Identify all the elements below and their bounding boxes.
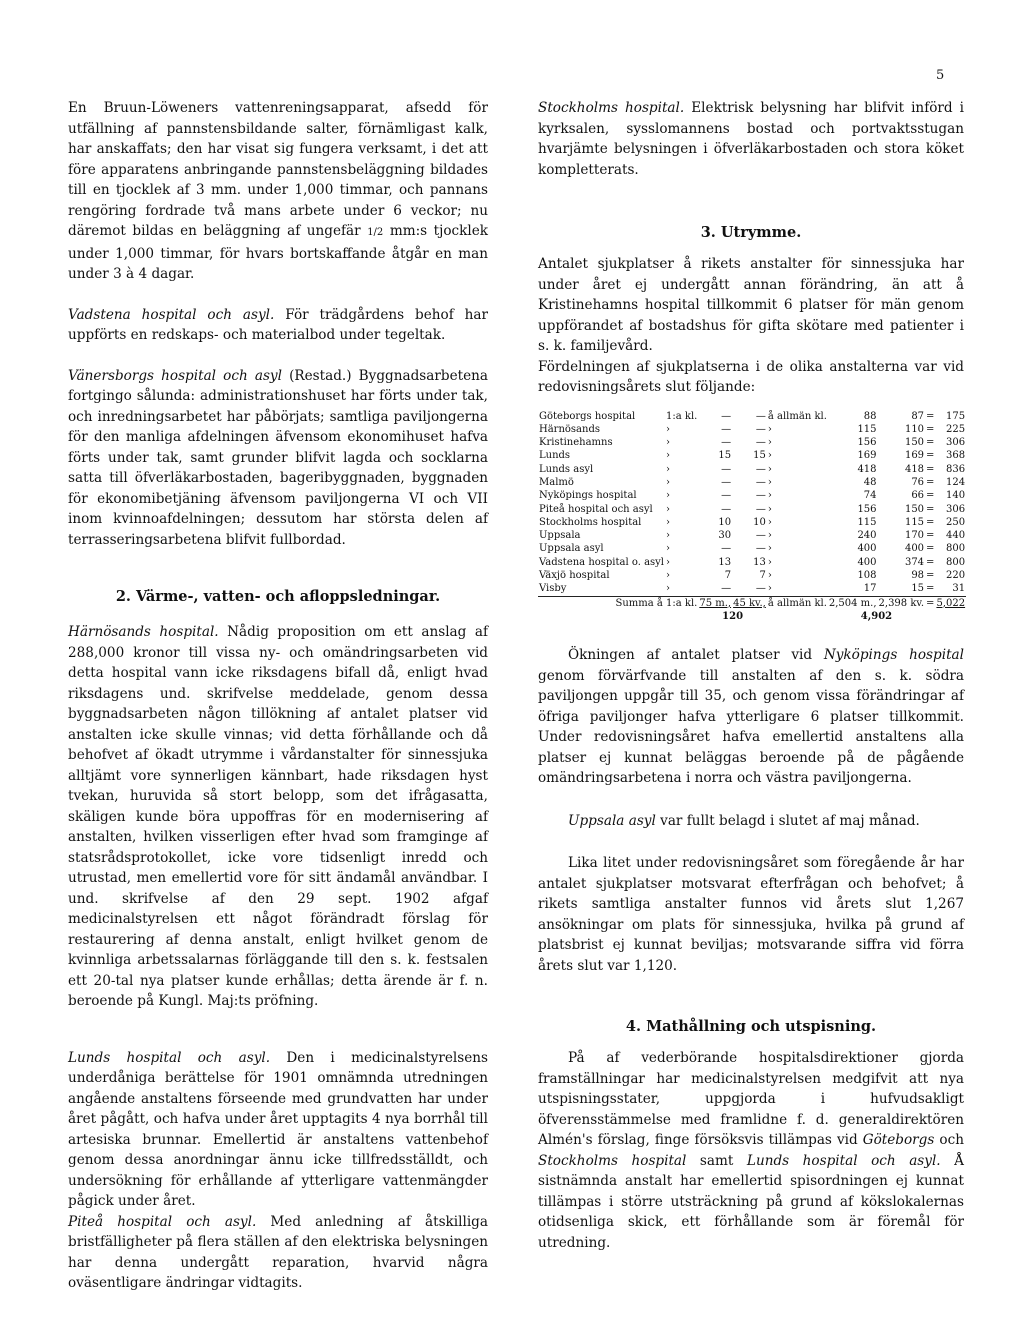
- men-count-cell: 156: [857, 437, 877, 449]
- class-cell: 1:a kl.: [666, 410, 698, 422]
- first-class-women-cell: —: [755, 410, 766, 422]
- table-row: [538, 489, 966, 502]
- equals-cell: =: [926, 410, 935, 422]
- men-count-cell: 74: [863, 490, 877, 502]
- institution-cell: Stockholms hospital: [539, 516, 642, 528]
- equals-cell: =: [926, 556, 935, 568]
- first-class-women-cell: —: [755, 463, 766, 475]
- first-class-men-cell: 30: [718, 530, 732, 542]
- sum-allm: å allmän kl.: [767, 597, 827, 609]
- first-class-women-cell: 13: [753, 556, 766, 568]
- institution-name: Göteborgs: [862, 1132, 935, 1149]
- sum-label: Summa å 1:a kl.: [538, 596, 698, 610]
- paragraph-water-apparatus: [68, 98, 488, 285]
- class-cell: ›: [666, 476, 671, 488]
- first-class-women-cell: —: [755, 543, 766, 555]
- paragraph-lund: [68, 1048, 488, 1212]
- equals-cell: =: [926, 463, 935, 475]
- equals-cell: =: [926, 570, 935, 582]
- table-row: [538, 569, 966, 582]
- institution-cell: Växjö hospital: [539, 570, 610, 582]
- men-count-cell: 156: [857, 503, 877, 515]
- women-count-cell: 110: [904, 423, 925, 435]
- section-title: Lunds hospital och asyl.: [68, 1049, 271, 1066]
- equals-cell: =: [926, 437, 935, 449]
- women-count-cell: 374: [904, 556, 925, 568]
- class-cell: ›: [666, 530, 671, 542]
- first-class-women-cell: —: [755, 490, 766, 502]
- men-count-cell: 115: [857, 423, 877, 435]
- women-count-cell: 15: [911, 583, 925, 595]
- sum-total: 5,022: [936, 597, 966, 609]
- class-cell: ›: [666, 570, 671, 582]
- paragraph-text: och: [934, 1132, 964, 1149]
- institution-cell: Vadstena hospital o. asyl: [539, 556, 665, 568]
- general-class-cell: ›: [767, 437, 772, 449]
- institution-name: Stockholms hospital: [538, 1152, 687, 1169]
- class-cell: ›: [666, 583, 671, 595]
- paragraph-stockholm: [538, 98, 964, 180]
- general-class-cell: ›: [767, 490, 772, 502]
- first-class-women-cell: —: [755, 476, 766, 488]
- institution-cell: Göteborgs hospital: [539, 410, 636, 422]
- women-count-cell: 150: [904, 503, 925, 515]
- women-count-cell: 150: [904, 437, 925, 449]
- table-row: [538, 556, 966, 569]
- equals-cell: =: [926, 530, 935, 542]
- general-class-cell: ›: [767, 476, 772, 488]
- section-title: Härnösands hospital.: [68, 624, 219, 640]
- paragraph-text: Å sistnämnda anstalt har emellertid spisordningen ej kunnat tillämpas i större utsträckning på grund af kökslokalernas otidsenliga skick, ett förhållande som är föremål för utredning.: [538, 1152, 965, 1251]
- table-row: [538, 542, 966, 555]
- first-class-men-cell: —: [721, 463, 732, 475]
- paragraph-text: samt: [686, 1152, 747, 1169]
- sum-k: 2,398 kv.: [878, 597, 925, 609]
- paragraph-text: På af vederbörande hospitalsdirektioner gjorda framställningar har medicinalstyrelsen medgifvit att nya utspisningsstater, uppgjorda i hufvudsakligt öfverensstämmelse med framlidne f. d. generaldirektören Almén's förslag, finge försöksvis tillämpas vid: [538, 1050, 964, 1149]
- general-class-cell: ›: [767, 543, 772, 555]
- section-title: Vänersborgs hospital och asyl: [68, 367, 282, 384]
- men-count-cell: 17: [863, 583, 877, 595]
- general-class-cell: ›: [767, 450, 772, 462]
- first-class-men-cell: —: [721, 476, 732, 488]
- men-count-cell: 400: [857, 543, 877, 555]
- total-cell: 368: [945, 450, 966, 462]
- class-cell: ›: [666, 450, 671, 462]
- institution-cell: Uppsala: [539, 530, 581, 542]
- institution-cell: Malmö: [539, 476, 574, 488]
- general-class-cell: å allmän kl.: [767, 410, 827, 422]
- first-class-women-cell: —: [755, 503, 766, 515]
- men-count-cell: 400: [857, 556, 877, 568]
- paragraph-vadstena: [68, 305, 488, 346]
- men-count-cell: 48: [863, 476, 877, 488]
- general-class-cell: ›: [767, 516, 772, 528]
- paragraph-utrymme-1: Antalet sjukplatser å rikets anstalter för sinnessjuka har under året ej undergått annan förändring, än att å Kristinehamns hospital tillkommit 6 platser för män genom uppförandet af bostadshus för gifta skötare med patienter i s. k. familjevård.: [538, 256, 964, 354]
- women-count-cell: 87: [911, 410, 925, 422]
- equals-cell: =: [926, 516, 935, 528]
- page-number: 5: [936, 68, 945, 83]
- paragraph-text: Den i medicinalstyrelsens underdåniga berättelse för 1901 omnämnda utredningen angående anstaltens förseende med grundvatten har under året pågått, och hafva under året upptagits 4 nya borrhål till artesiska brunnar. Emellertid är anstaltens vattenbehof genom dessa anordningar ännu icke tillfredsställdt, och undersökning för erhållande af ytterligare vattenmängder pågick under året.: [68, 1049, 488, 1209]
- paragraph-harnosand: [68, 622, 488, 1012]
- table-row: [538, 529, 966, 542]
- total-cell: 306: [945, 503, 966, 515]
- table-row: [538, 582, 966, 596]
- table-row: [538, 423, 966, 436]
- sum-eq: =: [926, 597, 935, 609]
- table-row: [538, 516, 966, 529]
- class-cell: ›: [666, 490, 671, 502]
- first-class-women-cell: 7: [759, 570, 766, 582]
- total-allm: 4,902: [860, 610, 893, 622]
- general-class-cell: ›: [767, 463, 772, 475]
- women-count-cell: 170: [904, 530, 925, 542]
- first-class-women-cell: —: [755, 423, 766, 435]
- institution-cell: Piteå hospital och asyl: [539, 503, 653, 515]
- equals-cell: =: [926, 476, 935, 488]
- equals-cell: =: [926, 583, 935, 595]
- class-cell: ›: [666, 556, 671, 568]
- general-class-cell: ›: [767, 570, 772, 582]
- total-cell: 124: [945, 476, 966, 488]
- first-class-men-cell: 15: [718, 450, 732, 462]
- general-class-cell: ›: [767, 530, 772, 542]
- table-row: [538, 449, 966, 462]
- paragraph-mathallning: [538, 1048, 964, 1253]
- institution-cell: Nyköpings hospital: [539, 490, 637, 502]
- paragraph-utrymme-2: Fördelningen af sjukplatserna i de olika anstalterna var vid redovisningsårets slut följande:: [538, 358, 964, 395]
- paragraph-text: För trädgårdens behof har uppförts en redskaps- och materialbod under tegeltak.: [68, 306, 489, 343]
- first-class-men-cell: 13: [718, 556, 732, 568]
- first-class-men-cell: —: [721, 437, 732, 449]
- right-column: [538, 98, 964, 1253]
- section-title: Stockholms hospital.: [538, 100, 685, 116]
- total-cell: 306: [945, 437, 966, 449]
- sum-first: 75 m.,: [699, 597, 732, 609]
- women-count-cell: 400: [904, 543, 925, 555]
- class-cell: ›: [666, 516, 671, 528]
- institution-cell: Kristinehamns: [539, 437, 613, 449]
- total-cell: 250: [945, 516, 966, 528]
- total-cell: 800: [945, 543, 966, 555]
- paragraph-text: Med anledning af åtskilliga bristfälligheter på flera ställen af den elektriska belysningen har denna undergått reparation, hvarvid några oväsentligare ändringar vidtagits.: [68, 1213, 488, 1291]
- section-title: Piteå hospital och asyl.: [68, 1213, 257, 1230]
- institution-cell: Uppsala asyl: [539, 543, 604, 555]
- general-class-cell: ›: [767, 556, 772, 568]
- women-count-cell: 418: [904, 463, 925, 475]
- men-count-cell: 240: [857, 530, 877, 542]
- women-count-cell: 98: [911, 570, 925, 582]
- women-count-cell: 115: [904, 516, 925, 528]
- first-class-women-cell: —: [755, 437, 766, 449]
- heading-section-3: 3. Utrymme.: [700, 224, 802, 241]
- first-class-men-cell: —: [721, 423, 732, 435]
- paragraph-text: mm:s tjocklek under 1,000 timmar, för hvars bortskaffande åtgår en man under 3 à 4 dagar.: [68, 223, 489, 282]
- equals-cell: =: [926, 490, 935, 502]
- general-class-cell: ›: [767, 503, 772, 515]
- first-class-women-cell: 10: [753, 516, 766, 528]
- table-row: [538, 503, 966, 516]
- men-count-cell: 418: [857, 463, 877, 475]
- women-count-cell: 169: [904, 450, 925, 462]
- paragraph-text: En Bruun-Löweners vattenreningsapparat, afsedd för utfällning af pannstensbildande salter, förnämligast kalk, har anskaffats; den har visat sig fungera verksamt, i det att före apparatens anbringande pannstensbeläggning bildades till en tjocklek af 3 mm. under 1,000 timmar, och pannans rengöring fordrade två mans arbete under 6 veckor; nu däremot bildas en beläggning af ungefär: [68, 100, 488, 239]
- men-count-cell: 169: [857, 450, 877, 462]
- first-class-men-cell: —: [721, 543, 732, 555]
- total-cell: 31: [952, 583, 966, 595]
- class-cell: ›: [666, 463, 671, 475]
- general-class-cell: ›: [767, 583, 772, 595]
- institution-cell: Härnösands: [539, 423, 600, 435]
- table-sum-row: [538, 596, 966, 610]
- class-cell: ›: [666, 503, 671, 515]
- paragraph-text: (Restad.) Byggnadsarbetena fortgingo sålunda: administrationshuset har förts under tak, och inredningsarbetet har påbörjats; samtliga paviljongerna för den manliga afdelningen äfvensom ekonomihuset hafva förts under tak, samt grunder blifvit lagda och socklarna satta till öfverläkarbostaden, bageribyggnaden, byggnaden för ekonomibetjäning äfvensom paviljongerna VI och VII inom kvinnoafdelningen; dessutom har största delen af terrasseringsarbetena blifvit fullbordad.: [68, 367, 488, 548]
- total-first: 120: [722, 610, 744, 622]
- total-cell: 140: [945, 490, 966, 502]
- heading-section-4: 4. Mathållning och utspisning.: [625, 1018, 877, 1036]
- seat-distribution-table: [538, 410, 966, 624]
- first-class-men-cell: —: [721, 490, 732, 502]
- paragraph-text: genom förvärfvande till anstalten af den s. k. södra paviljongen uppgår till 35, och genom vissa förändringar af öfriga paviljonger hafva ytterligare 6 platser tillkommit. Under redovisningsåret hafva emellertid anstaltens alla platser ej kunnat beläggas beroende på de pågående omändringsarbetena i norra och västra paviljongerna.: [538, 667, 964, 787]
- total-cell: 175: [945, 410, 966, 422]
- paragraph-text: var fullt belagd i slutet af maj månad.: [655, 812, 920, 829]
- paragraph-uppsala: [538, 811, 964, 832]
- paragraph-pitea: [68, 1212, 488, 1294]
- institution-cell: Lunds asyl: [539, 463, 594, 475]
- table-row: [538, 436, 966, 449]
- paragraph-lika: Lika litet under redovisningsåret som föregående år har antalet sjukplatser motsvarat efterfrågan och behofvet; å rikets samtliga anstalter funnos vid årets slut 1,267 ansökningar om plats för sinnessjuka, hvilka på grund af platsbrist ej kunnat beviljas; motsvarande siffra vid förra årets slut var 1,120.: [538, 855, 964, 974]
- table-row: [538, 463, 966, 476]
- section-title: Vadstena hospital och asyl.: [68, 306, 275, 323]
- institution-cell: Lunds: [539, 450, 571, 462]
- table-total-row: [538, 610, 966, 623]
- men-count-cell: 108: [857, 570, 877, 582]
- sum-m: 2,504 m.,: [828, 597, 877, 609]
- first-class-men-cell: —: [721, 410, 732, 422]
- women-count-cell: 66: [911, 490, 925, 502]
- total-cell: 225: [945, 423, 966, 435]
- first-class-men-cell: 10: [718, 516, 732, 528]
- first-class-women-cell: —: [755, 530, 766, 542]
- equals-cell: =: [926, 543, 935, 555]
- table-row: [538, 410, 966, 423]
- first-class-women-cell: 15: [753, 450, 766, 462]
- sum-second: 45 kv.,: [733, 597, 766, 609]
- equals-cell: =: [926, 423, 935, 435]
- first-class-women-cell: —: [755, 583, 766, 595]
- first-class-men-cell: —: [721, 583, 732, 595]
- heading-section-2: 2. Värme-, vatten- och afloppsledningar.: [115, 588, 441, 605]
- class-cell: ›: [666, 543, 671, 555]
- general-class-cell: ›: [767, 423, 772, 435]
- equals-cell: =: [926, 450, 935, 462]
- fraction: 1/2: [367, 227, 384, 238]
- total-cell: 800: [945, 556, 966, 568]
- total-cell: 836: [945, 463, 966, 475]
- equals-cell: =: [926, 503, 935, 515]
- first-class-men-cell: 7: [724, 570, 732, 582]
- first-class-men-cell: —: [721, 503, 732, 515]
- class-cell: ›: [666, 437, 671, 449]
- paragraph-text: Ökningen af antalet platser vid: [568, 647, 824, 664]
- men-count-cell: 115: [857, 516, 877, 528]
- institution-name: Nyköpings hospital: [823, 647, 964, 664]
- paragraph-nykoping: [538, 645, 964, 789]
- class-cell: ›: [666, 423, 671, 435]
- men-count-cell: 88: [863, 410, 877, 422]
- table-row: [538, 476, 966, 489]
- institution-cell: Visby: [539, 583, 567, 595]
- institution-name: Lunds hospital och asyl.: [746, 1152, 941, 1169]
- total-cell: 220: [945, 570, 966, 582]
- paragraph-vanersborg: [68, 366, 488, 551]
- paragraph-text: Elektrisk belysning har blifvit införd i kyrksalen, sysslomannens bostad och portvaktsstugan hvarjämte belysningen i öfverläkarbostaden och stora köket kompletterats.: [538, 100, 964, 178]
- women-count-cell: 76: [911, 476, 925, 488]
- paragraph-text: Nådig proposition om ett anslag af 288,000 kronor till vissa ny- och omändringsarbeten vid detta hospital vann icke riksdagens bifall då, enligt hvad riksdagens und. skrifvelse meddelade, genom dessa byggnadsarbeten någon tillökning af antalet platser vid anstalten icke skulle vinnas; vid detta förhållande och då behofvet af ökadt utrymme i vårdanstalter för sinnessjuka alltjämt vore synnerligen kännbart, hade riksdagen hyst tvekan, huruvida så stort belopp, som det ifrågasatta, skäligen kunde böra uppoffras för en modernisering af anstalten, hvilken visserligen efter hvad som framginge af statsrådsprotokollet, icke vore tidsenligt inredd och utrustad, men emellertid vore för sitt ändamål användbar. I und. skrifvelse af den 29 sept. 1902 afgaf medicinalstyrelsen ett något förändradt förslag för restaurering af denna anstalt, enligt hvilket genom de kvinnliga arbetssalarnas förläggande till den s. k. festsalen ett 20-tal nya platser kunde erhållas; detta ärende är f. n. beroende på Kungl. Maj:ts pröfning.: [68, 624, 488, 1009]
- total-cell: 440: [945, 530, 966, 542]
- left-column: [68, 98, 488, 1294]
- institution-name: Uppsala asyl: [568, 812, 656, 829]
